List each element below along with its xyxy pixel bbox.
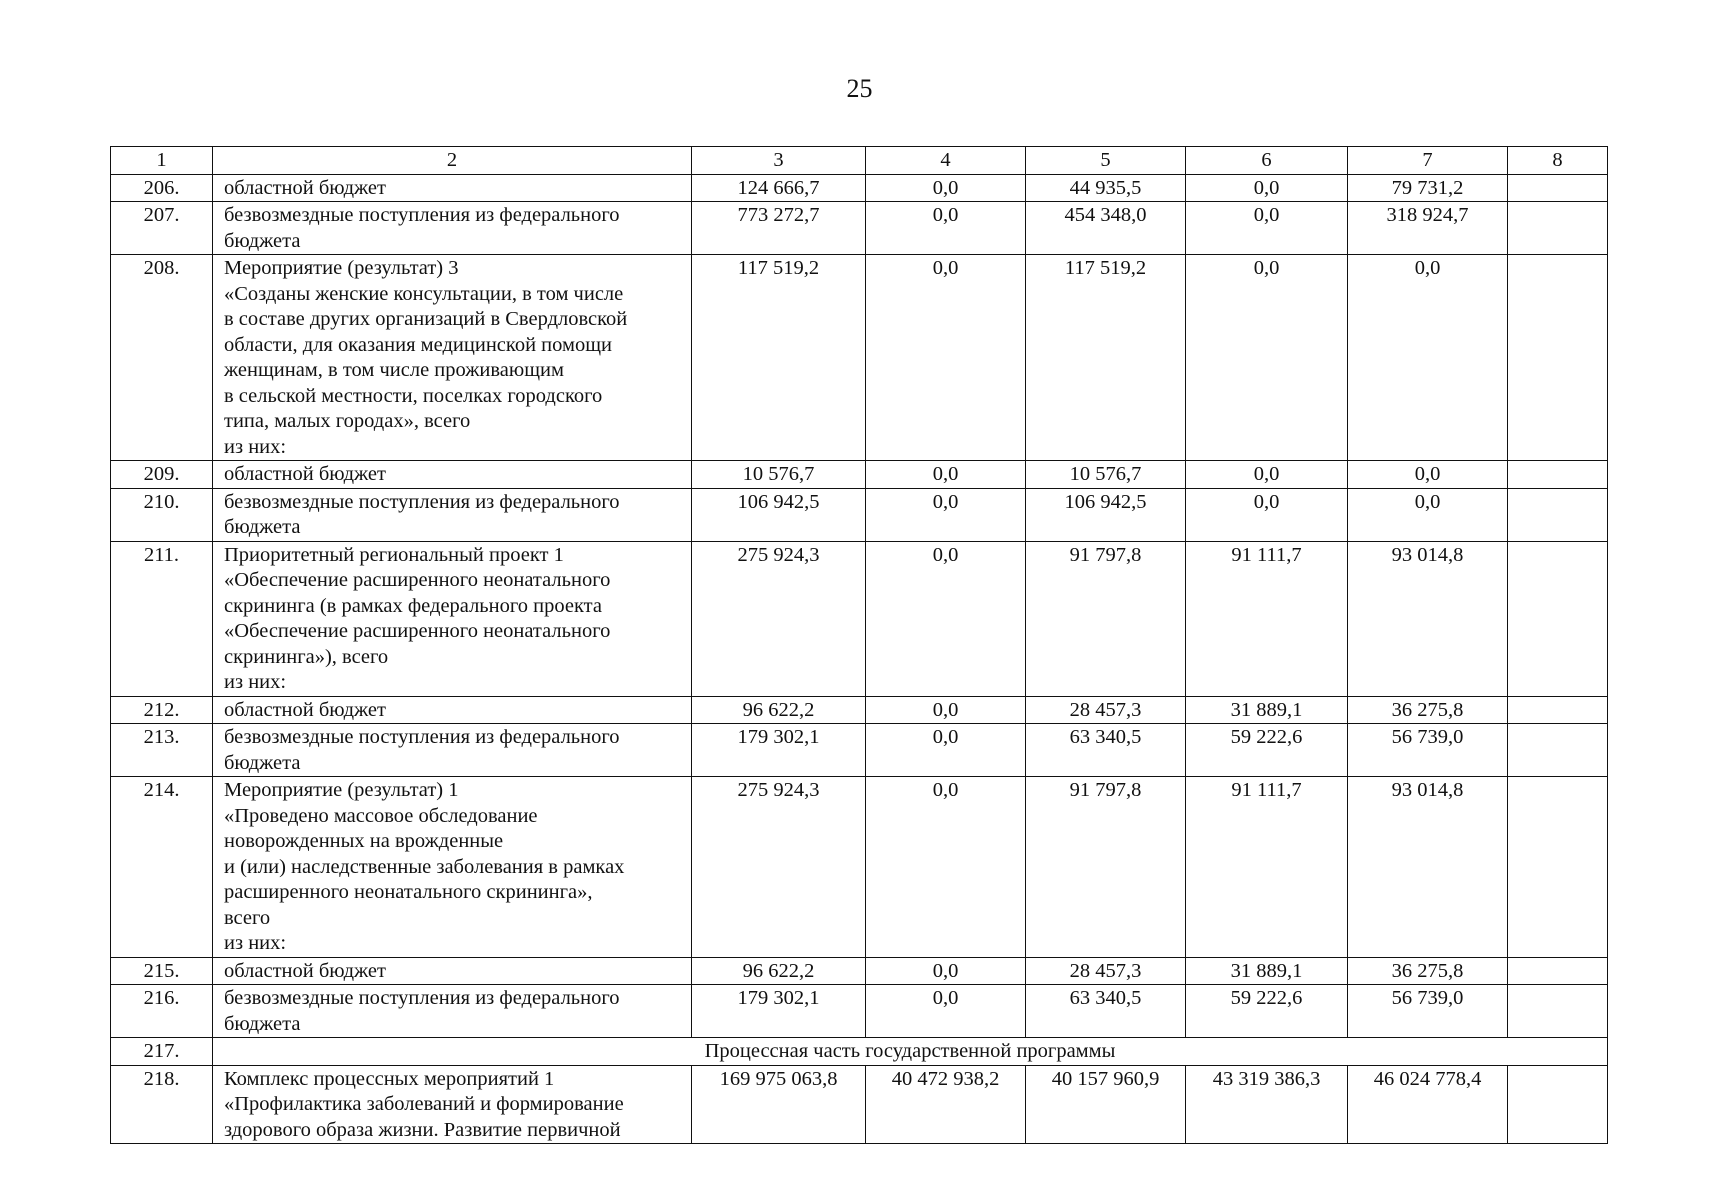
- cell-col6: 31 889,1: [1186, 957, 1348, 985]
- cell-col5: 28 457,3: [1026, 957, 1186, 985]
- cell-col8: [1508, 696, 1608, 724]
- header-cell: 6: [1186, 147, 1348, 175]
- cell-col6: 59 222,6: [1186, 724, 1348, 777]
- table-row: [111, 461, 1608, 489]
- row-description: областной бюджет: [213, 174, 692, 202]
- row-number: 210.: [111, 488, 213, 541]
- cell-col7: 0,0: [1348, 461, 1508, 489]
- cell-col3: 124 666,7: [692, 174, 866, 202]
- row-description: Мероприятие (результат) 1 «Проведено массовое обследование новорожденных на врожденные и (или) наследственные заболевания в рамках расширенного неонатального скрининга», всего из них:: [213, 777, 692, 958]
- row-description: безвозмездные поступления из федерального бюджета: [213, 985, 692, 1038]
- cell-col5: 10 576,7: [1026, 461, 1186, 489]
- cell-col3: 106 942,5: [692, 488, 866, 541]
- cell-col4: 0,0: [866, 202, 1026, 255]
- cell-col4: 0,0: [866, 724, 1026, 777]
- cell-col6: 91 111,7: [1186, 541, 1348, 696]
- table-row: [111, 488, 1608, 541]
- cell-col3: 275 924,3: [692, 541, 866, 696]
- cell-col5: 106 942,5: [1026, 488, 1186, 541]
- section-title: Процессная часть государственной программы: [213, 1038, 1608, 1066]
- header-cell: 2: [213, 147, 692, 175]
- cell-col4: 0,0: [866, 985, 1026, 1038]
- cell-col5: 91 797,8: [1026, 777, 1186, 958]
- row-number: 207.: [111, 202, 213, 255]
- cell-col7: 318 924,7: [1348, 202, 1508, 255]
- row-description: Приоритетный региональный проект 1 «Обеспечение расширенного неонатального скрининга (в рамках федерального проекта «Обеспечение расширенного неонатального скрининга»), всего из них:: [213, 541, 692, 696]
- cell-col8: [1508, 488, 1608, 541]
- row-number: 214.: [111, 777, 213, 958]
- cell-col5: 63 340,5: [1026, 985, 1186, 1038]
- cell-col8: [1508, 724, 1608, 777]
- row-number: 215.: [111, 957, 213, 985]
- row-description: безвозмездные поступления из федерального бюджета: [213, 488, 692, 541]
- cell-col7: 79 731,2: [1348, 174, 1508, 202]
- cell-col5: 454 348,0: [1026, 202, 1186, 255]
- cell-col6: 0,0: [1186, 488, 1348, 541]
- table-row: [111, 541, 1608, 696]
- cell-col8: [1508, 1065, 1608, 1144]
- row-number: 212.: [111, 696, 213, 724]
- cell-col3: 179 302,1: [692, 724, 866, 777]
- cell-col7: 93 014,8: [1348, 541, 1508, 696]
- cell-col3: 10 576,7: [692, 461, 866, 489]
- table-row: [111, 696, 1608, 724]
- cell-col5: 91 797,8: [1026, 541, 1186, 696]
- row-number: 208.: [111, 255, 213, 461]
- cell-col3: 179 302,1: [692, 985, 866, 1038]
- table-header-row: [111, 147, 1608, 175]
- header-cell: 1: [111, 147, 213, 175]
- table-row: [111, 1065, 1608, 1144]
- row-number: 209.: [111, 461, 213, 489]
- row-description: Мероприятие (результат) 3 «Созданы женские консультации, в том числе в составе других организаций в Свердловской области, для оказания медицинской помощи женщинам, в том числе проживающим в сельской местности, поселках городского типа, малых городах», всего из них:: [213, 255, 692, 461]
- cell-col6: 0,0: [1186, 202, 1348, 255]
- row-description: Комплекс процессных мероприятий 1 «Профилактика заболеваний и формирование здорового образа жизни. Развитие первичной: [213, 1065, 692, 1144]
- cell-col8: [1508, 777, 1608, 958]
- cell-col8: [1508, 985, 1608, 1038]
- cell-col7: 36 275,8: [1348, 957, 1508, 985]
- table-row: [111, 985, 1608, 1038]
- table-row: [111, 255, 1608, 461]
- cell-col7: 0,0: [1348, 488, 1508, 541]
- cell-col5: 40 157 960,9: [1026, 1065, 1186, 1144]
- row-number: 216.: [111, 985, 213, 1038]
- cell-col3: 96 622,2: [692, 696, 866, 724]
- cell-col3: 169 975 063,8: [692, 1065, 866, 1144]
- cell-col8: [1508, 255, 1608, 461]
- header-cell: 8: [1508, 147, 1608, 175]
- cell-col6: 31 889,1: [1186, 696, 1348, 724]
- cell-col3: 773 272,7: [692, 202, 866, 255]
- header-cell: 5: [1026, 147, 1186, 175]
- row-description: областной бюджет: [213, 696, 692, 724]
- cell-col6: 59 222,6: [1186, 985, 1348, 1038]
- cell-col3: 275 924,3: [692, 777, 866, 958]
- header-cell: 7: [1348, 147, 1508, 175]
- cell-col8: [1508, 202, 1608, 255]
- table-row: [111, 777, 1608, 958]
- row-number: 206.: [111, 174, 213, 202]
- cell-col7: 56 739,0: [1348, 724, 1508, 777]
- table-row: [111, 957, 1608, 985]
- cell-col3: 96 622,2: [692, 957, 866, 985]
- cell-col6: 43 319 386,3: [1186, 1065, 1348, 1144]
- row-description: областной бюджет: [213, 461, 692, 489]
- header-cell: 4: [866, 147, 1026, 175]
- cell-col5: 44 935,5: [1026, 174, 1186, 202]
- table-row: [111, 724, 1608, 777]
- row-description: областной бюджет: [213, 957, 692, 985]
- cell-col7: 46 024 778,4: [1348, 1065, 1508, 1144]
- cell-col8: [1508, 541, 1608, 696]
- row-number: 211.: [111, 541, 213, 696]
- page-number: 25: [846, 74, 873, 103]
- row-number: 217.: [111, 1038, 213, 1066]
- cell-col4: 0,0: [866, 957, 1026, 985]
- cell-col3: 117 519,2: [692, 255, 866, 461]
- header-cell: 3: [692, 147, 866, 175]
- cell-col6: 0,0: [1186, 461, 1348, 489]
- cell-col6: 91 111,7: [1186, 777, 1348, 958]
- cell-col5: 63 340,5: [1026, 724, 1186, 777]
- cell-col4: 0,0: [866, 488, 1026, 541]
- cell-col4: 0,0: [866, 696, 1026, 724]
- cell-col4: 0,0: [866, 777, 1026, 958]
- section-row: [111, 1038, 1608, 1066]
- cell-col7: 36 275,8: [1348, 696, 1508, 724]
- cell-col8: [1508, 461, 1608, 489]
- budget-table: [110, 146, 1608, 1144]
- cell-col4: 0,0: [866, 541, 1026, 696]
- cell-col4: 0,0: [866, 255, 1026, 461]
- cell-col4: 0,0: [866, 461, 1026, 489]
- table-row: [111, 202, 1608, 255]
- cell-col5: 28 457,3: [1026, 696, 1186, 724]
- table-row: [111, 174, 1608, 202]
- row-number: 213.: [111, 724, 213, 777]
- row-description: безвозмездные поступления из федерального бюджета: [213, 724, 692, 777]
- cell-col6: 0,0: [1186, 174, 1348, 202]
- cell-col8: [1508, 957, 1608, 985]
- cell-col4: 0,0: [866, 174, 1026, 202]
- row-number: 218.: [111, 1065, 213, 1144]
- cell-col4: 40 472 938,2: [866, 1065, 1026, 1144]
- cell-col8: [1508, 174, 1608, 202]
- row-description: безвозмездные поступления из федерального бюджета: [213, 202, 692, 255]
- cell-col7: 93 014,8: [1348, 777, 1508, 958]
- cell-col6: 0,0: [1186, 255, 1348, 461]
- cell-col7: 56 739,0: [1348, 985, 1508, 1038]
- cell-col5: 117 519,2: [1026, 255, 1186, 461]
- cell-col7: 0,0: [1348, 255, 1508, 461]
